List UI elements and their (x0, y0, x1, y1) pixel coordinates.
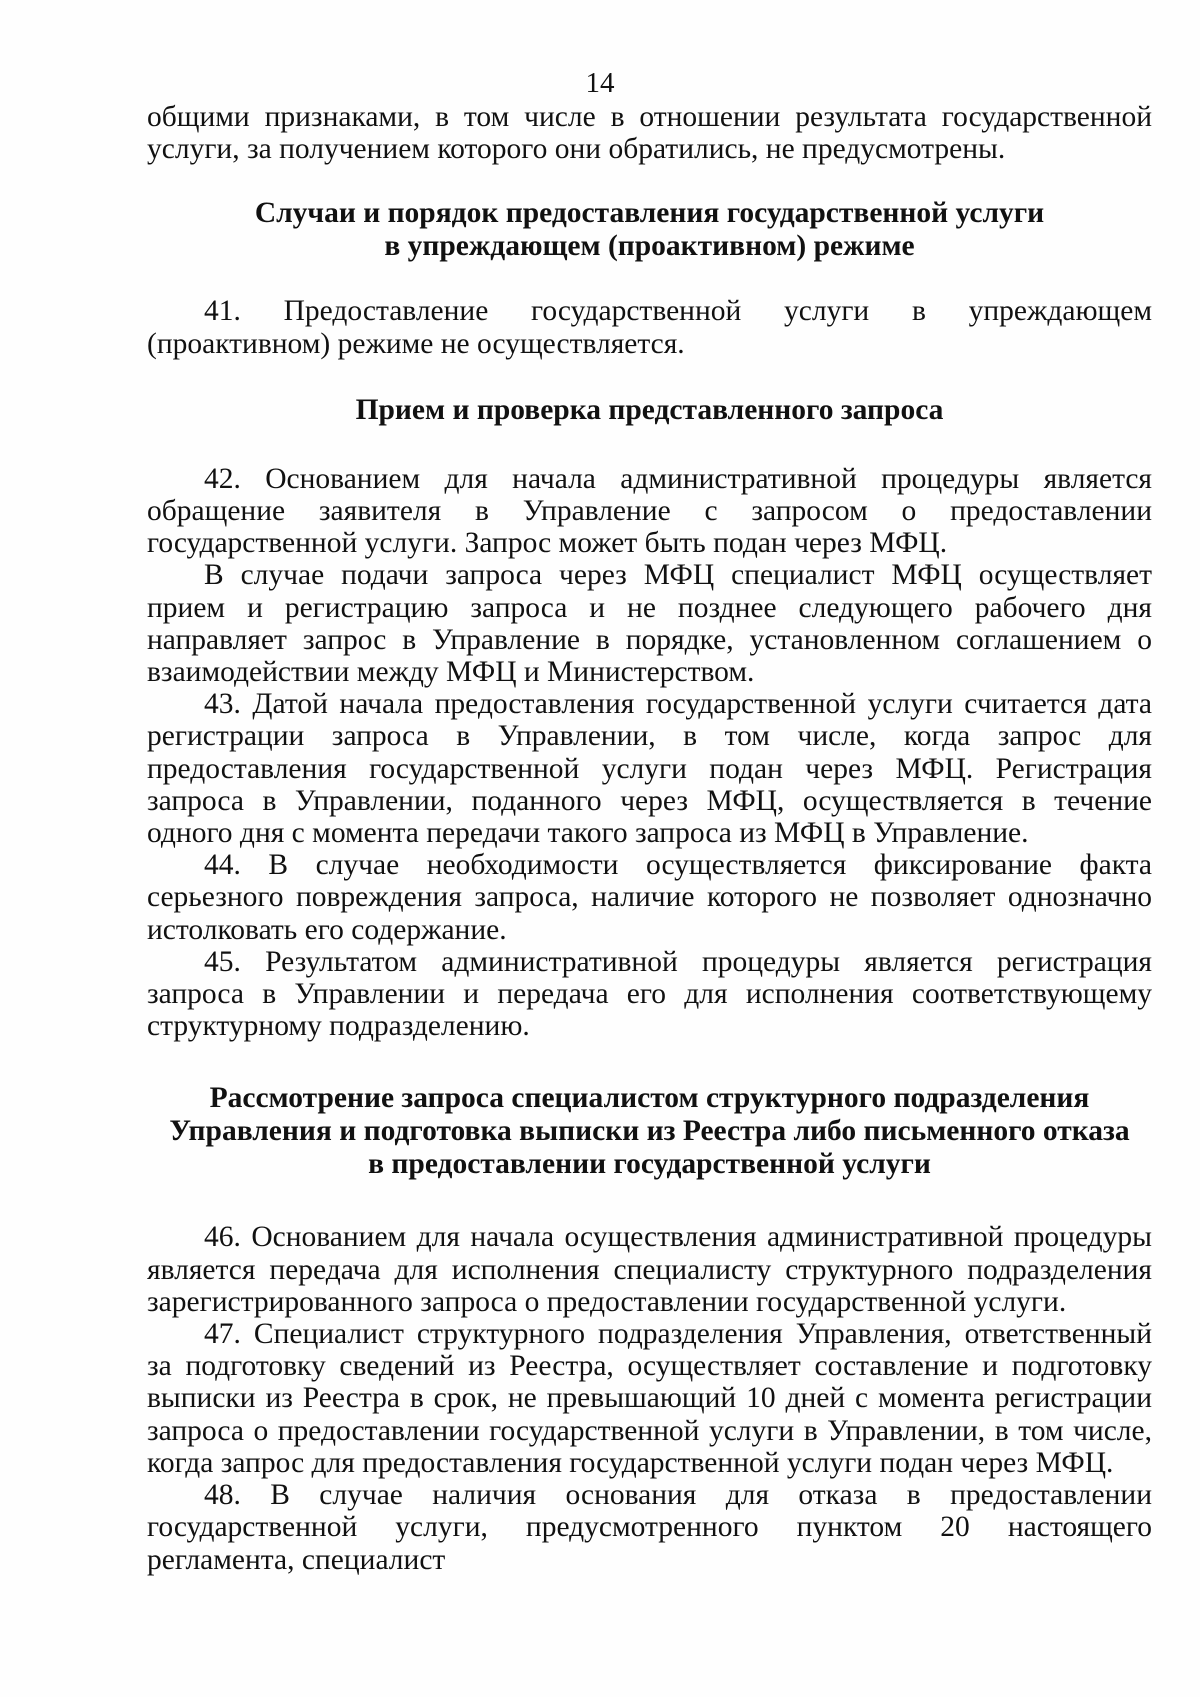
document-body (147, 101, 1152, 1576)
paragraph-44: 44. В случае необходимости осуществляется фиксирование факта серьезного повреждения запроса, наличие которого не позволяет однозначно истолковать его содержание. (147, 849, 1152, 946)
paragraph-46: 46. Основанием для начала осуществления административной процедуры является передача для исполнения специалисту структурного подразделения зарегистрированного запроса о предоставлении государственной услуги. (147, 1221, 1152, 1318)
paragraph-43: 43. Датой начала предоставления государственной услуги считается дата регистрации запроса в Управлении, в том числе, когда запрос для предоставления государственной услуги подан через МФЦ. Регистрация запроса в Управлении, поданного через МФЦ, осуществляется в течение одного дня с момента передачи такого запроса из МФЦ в Управление. (147, 688, 1152, 850)
heading-proactive-line2: в упреждающем (проактивном) режиме (384, 230, 915, 263)
heading-review-line1: Рассмотрение запроса специалистом структурного подразделения (209, 1082, 1090, 1115)
paragraph-42: 42. Основанием для начала административной процедуры является обращение заявителя в Управление с запросом о предоставлении государственной услуги. Запрос может быть подан через МФЦ. (147, 462, 1152, 560)
paragraph-47: 47. Специалист структурного подразделения Управления, ответственный за подготовку сведений из Реестра, осуществляет составление и подготовку выписки из Реестра в срок, не превышающий 10 дней с момента регистрации запроса о предоставлении государственной услуги в Управлении, в том числе, когда запрос для предоставления государственной услуги подан через МФЦ. (147, 1318, 1152, 1479)
paragraph-41: 41. Предоставление государственной услуги в упреждающем (проактивном) режиме не осуществляется. (147, 295, 1152, 360)
heading-reception: Прием и проверка представленного запроса (355, 393, 944, 426)
paragraph-48: 48. В случае наличия основания для отказа в предоставлении государственной услуги, предусмотренного пунктом 20 настоящего регламента, специалист (147, 1479, 1152, 1576)
heading-proactive (147, 197, 1152, 263)
page-number: 14 (585, 67, 615, 99)
heading-review (147, 1082, 1152, 1181)
paragraph-42-continued: В случае подачи запроса через МФЦ специалист МФЦ осуществляет прием и регистрацию запроса и не позднее следующего рабочего дня направляет запрос в Управление в порядке, установленном соглашением о взаимодействии между МФЦ и Министерством. (147, 559, 1152, 689)
heading-proactive-line1: Случаи и порядок предоставления государственной услуги (254, 197, 1045, 230)
heading-review-line3: в предоставлении государственной услуги (368, 1148, 931, 1181)
heading-review-line2: Управления и подготовка выписки из Реестра либо письменного отказа (169, 1115, 1130, 1148)
paragraph-45: 45. Результатом административной процедуры является регистрация запроса в Управлении и передача его для исполнения соответствующему структурному подразделению. (147, 945, 1152, 1043)
intro-paragraph: общими признаками, в том числе в отношении результата государственной услуги, за получением которого они обратились, не предусмотрены. (147, 101, 1152, 166)
